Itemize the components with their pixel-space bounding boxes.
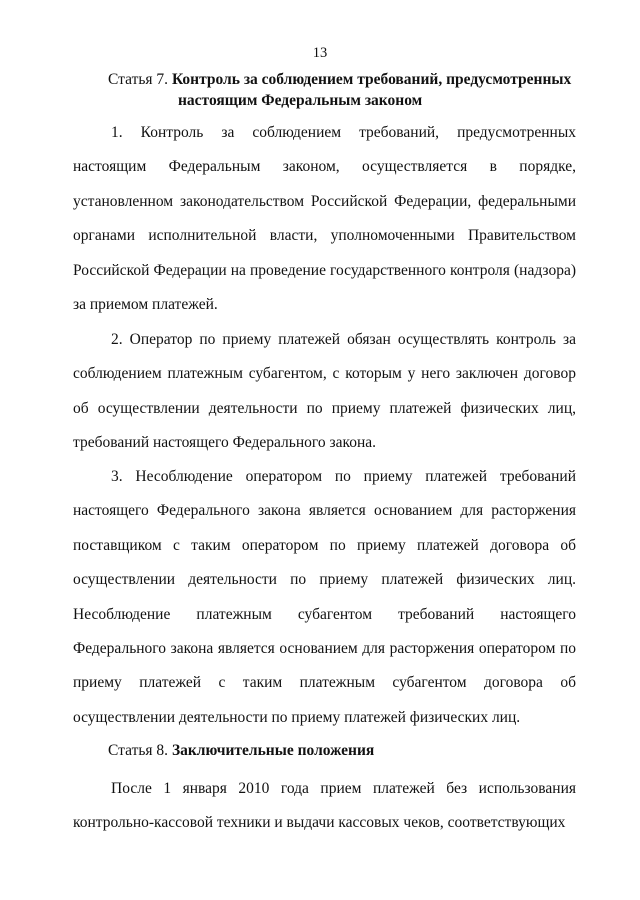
article-8-title: Заключительные положения: [171, 742, 375, 759]
article-7-paragraph-2: 2. Оператор по приему платежей обязан осуществлять контроль за соблюдением платежным субагентом, с которым у него заключен договор об осуществлении деятельности по приему платежей физических лиц, требований настоящего Федерального закона.: [73, 331, 576, 452]
article-7-title-line2: настоящим Федеральным законом: [178, 92, 423, 109]
article-7-label: Статья 7.: [108, 71, 169, 88]
article-7-paragraph-1: 1. Контроль за соблюдением требований, предусмотренных настоящим Федеральным законом, осуществляется в порядке, установленном законодательством Российской Федерации, федеральными органами исполнительной власти, уполномоченными Правительством Российской Федерации на проведение государственного контроля (надзора) за приемом платежей.: [73, 124, 576, 314]
article-8-paragraph: После 1 января 2010 года прием платежей без использования контрольно-кассовой техники и выдачи кассовых чеков, соответствующих: [73, 780, 576, 832]
article-7-title-line1: Контроль за соблюдением требований, предусмотренных: [171, 71, 572, 88]
article-8-heading: [108, 740, 578, 761]
article-7-heading: [108, 69, 578, 111]
article-8-label: Статья 8.: [108, 742, 169, 759]
page-number: 13: [312, 45, 328, 61]
article-7-paragraph-3: 3. Несоблюдение оператором по приему платежей требований настоящего Федерального закона является основанием для расторжения поставщиком с таким оператором по приему платежей договора об осуществлении деятельности по приему платежей физических лиц. Несоблюдение платежным субагентом требований настоящего Федерального закона является основанием для расторжения оператором по приему платежей с таким платежным субагентом договора об осуществлении деятельности по приему платежей физических лиц.: [73, 468, 576, 726]
